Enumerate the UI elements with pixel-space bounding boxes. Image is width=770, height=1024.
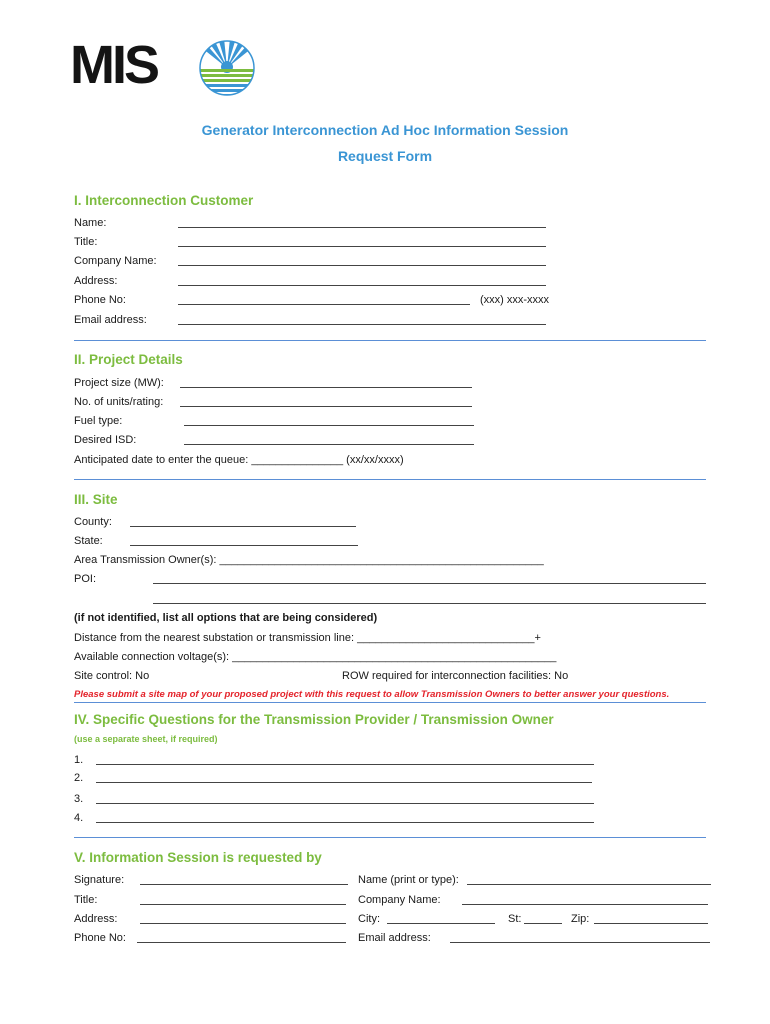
question-number-2: 2. <box>74 772 84 784</box>
question-field-2[interactable] <box>96 782 592 783</box>
field-st[interactable] <box>524 923 562 924</box>
label-county: County: <box>74 516 112 528</box>
separate-sheet-note: (use a separate sheet, if required) <box>74 734 218 744</box>
sun-emblem-icon <box>198 38 256 98</box>
field-requester-title[interactable] <box>140 904 346 905</box>
label-isd: Desired ISD: <box>74 434 137 446</box>
section-heading-project: II. Project Details <box>74 352 183 367</box>
voltage-field[interactable]: Available connection voltage(s): _____________________________________________________ <box>74 651 557 663</box>
label-phone: Phone No: <box>74 294 126 306</box>
label-requester-company: Company Name: <box>358 894 441 906</box>
section-heading-questions: IV. Specific Questions for the Transmission Provider / Transmission Owner <box>74 712 554 727</box>
field-requester-email[interactable] <box>450 942 710 943</box>
field-signature[interactable] <box>140 884 348 885</box>
options-note: (if not identified, list all options that are being considered) <box>74 612 378 624</box>
field-name[interactable] <box>178 227 546 228</box>
question-field-1[interactable] <box>96 764 594 765</box>
field-name-print[interactable] <box>467 884 711 885</box>
question-number-1: 1. <box>74 754 84 766</box>
site-control-value: Site control: No <box>74 670 150 682</box>
label-units: No. of units/rating: <box>74 396 164 408</box>
form-subtitle: Request Form <box>337 148 433 164</box>
queue-date-field[interactable]: Anticipated date to enter the queue: _______________ (xx/xx/xxxx) <box>74 454 404 466</box>
divider-1 <box>74 340 706 341</box>
field-county[interactable] <box>130 526 356 527</box>
divider-4 <box>74 837 706 838</box>
field-requester-company[interactable] <box>462 904 708 905</box>
section-heading-customer: I. Interconnection Customer <box>74 193 254 208</box>
field-zip[interactable] <box>594 923 708 924</box>
label-st: St: <box>508 913 522 925</box>
section-heading-site: III. Site <box>74 492 118 507</box>
phone-format-hint: (xxx) xxx-xxxx <box>480 294 550 306</box>
question-field-4[interactable] <box>96 822 594 823</box>
divider-3 <box>74 702 706 703</box>
question-number-3: 3. <box>74 793 84 805</box>
label-signature: Signature: <box>74 874 125 886</box>
transmission-owner-field[interactable]: Area Transmission Owner(s): _____________________________________________________ <box>74 554 544 566</box>
label-project-size: Project size (MW): <box>74 377 164 389</box>
question-number-4: 4. <box>74 812 84 824</box>
row-required-value: ROW required for interconnection facilities: No <box>342 670 569 682</box>
label-requester-email: Email address: <box>358 932 431 944</box>
form-title: Generator Interconnection Ad Hoc Information Session <box>201 122 569 138</box>
section-heading-requester: V. Information Session is requested by <box>74 850 322 865</box>
label-title: Title: <box>74 236 98 248</box>
label-name: Name: <box>74 217 107 229</box>
label-company: Company Name: <box>74 255 157 267</box>
field-units[interactable] <box>180 406 472 407</box>
label-fuel: Fuel type: <box>74 415 123 427</box>
field-requester-phone[interactable] <box>137 942 346 943</box>
field-company[interactable] <box>178 265 546 266</box>
label-address: Address: <box>74 275 118 287</box>
label-poi: POI: <box>74 573 97 585</box>
label-email: Email address: <box>74 314 147 326</box>
field-city[interactable] <box>387 923 495 924</box>
question-field-3[interactable] <box>96 803 594 804</box>
field-title[interactable] <box>178 246 546 247</box>
field-poi-line1[interactable] <box>153 583 706 584</box>
label-requester-title: Title: <box>74 894 98 906</box>
label-zip: Zip: <box>571 913 590 925</box>
label-state: State: <box>74 535 103 547</box>
field-poi-line2[interactable] <box>153 603 706 604</box>
label-city: City: <box>358 913 380 925</box>
logo-text: MIS <box>70 35 158 95</box>
label-requester-address: Address: <box>74 913 118 925</box>
miso-logo <box>70 35 158 98</box>
field-state[interactable] <box>130 545 358 546</box>
field-fuel[interactable] <box>184 425 474 426</box>
distance-field[interactable]: Distance from the nearest substation or transmission line: _____________________________+ <box>74 632 541 644</box>
field-phone[interactable] <box>178 304 470 305</box>
field-project-size[interactable] <box>180 387 472 388</box>
field-requester-address[interactable] <box>140 923 346 924</box>
site-map-note: Please submit a site map of your proposed project with this request to allow Transmission Owners to better answer your questions. <box>74 689 670 700</box>
field-email[interactable] <box>178 324 546 325</box>
label-name-print: Name (print or type): <box>358 874 459 886</box>
divider-2 <box>74 479 706 480</box>
field-isd[interactable] <box>184 444 474 445</box>
label-requester-phone: Phone No: <box>74 932 126 944</box>
field-address[interactable] <box>178 285 546 286</box>
